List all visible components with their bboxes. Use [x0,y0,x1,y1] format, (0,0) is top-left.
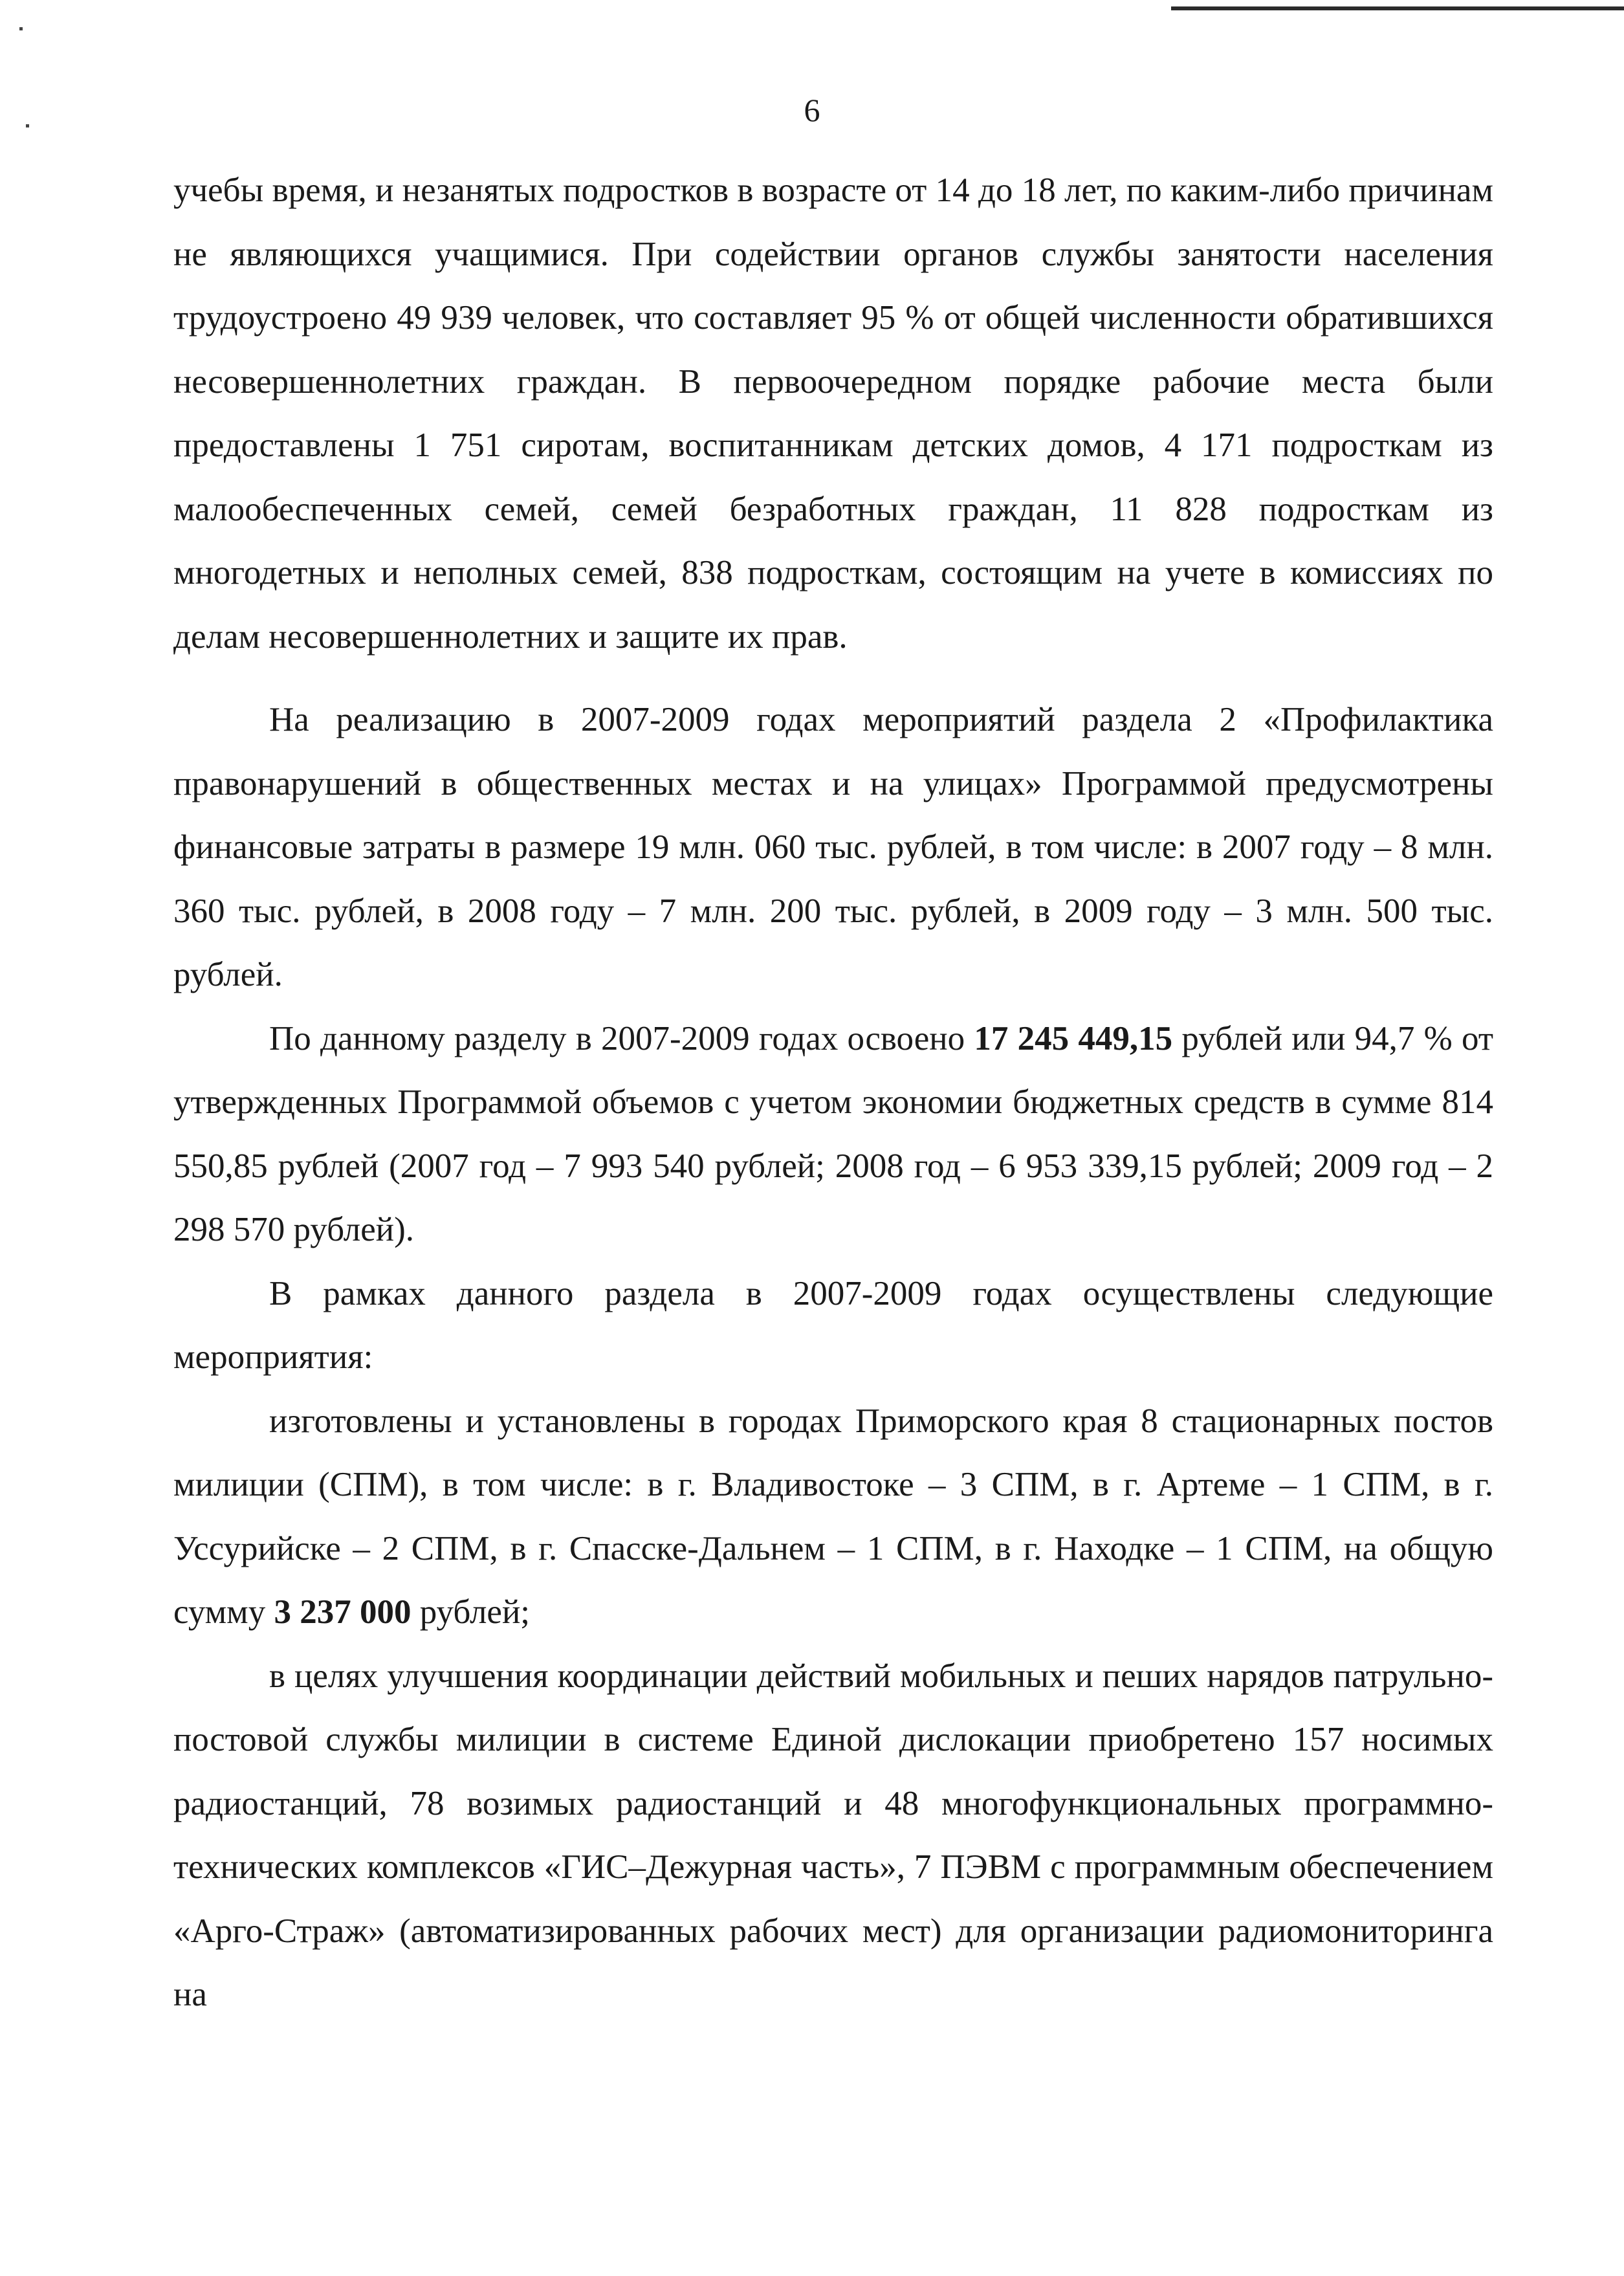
scan-mark [19,27,23,30]
paragraph-text: рублей; [411,1593,531,1631]
paragraph [173,1644,1493,2027]
paragraph [173,1007,1493,1262]
paragraph [173,1262,1493,1389]
scan-edge-line [1171,6,1624,10]
paragraph-text: По данному разделу в 2007-2009 годах освоено [269,1019,974,1057]
paragraph-text: в целях улучшения координации действий мобильных и пеших нарядов патрульно-постовой службы милиции в системе Единой дислокации приобретено 157 носимых радиостанций, 78 возимых радиостанций и 48 многофункциональных программно-технических комплексов «ГИС–Дежурная часть», 7 ПЭВМ с программным обеспечением «Арго-Страж» (автоматизированных рабочих мест) для организации радиомониторинга на [173,1657,1493,2013]
paragraph [173,688,1493,1007]
document-body [173,159,1493,2027]
paragraph-text: рублей или 94,7 % от утвержденных Программой объемов с учетом экономии бюджетных средств в сумме 814 550,85 рублей (2007 год – 7 993 540 рублей; 2008 год – 6 953 339,15 рублей; 2009 год – 2 298 570 рублей). [173,1019,1494,1248]
paragraph-text: учебы время, и незанятых подростков в возрасте от 14 до 18 лет, по каким-либо причинам не являющихся учащимися. При содействии органов службы занятости населения трудоустроено 49 939 человек, что составляет 95 % от общей численности обратившихся несовершеннолетних граждан. В первоочередном порядке рабочие места были предоставлены 1 751 сиротам, воспитанникам детских домов, 4 171 подросткам из малообеспеченных семей, семей безработных граждан, 11 828 подросткам из многодетных и неполных семей, 838 подросткам, состоящим на учете в комиссиях по делам несовершеннолетних и защите их прав. [173,171,1493,656]
paragraph-gap [173,668,1493,688]
paragraph-text: На реализацию в 2007-2009 годах мероприятий раздела 2 «Профилактика правонарушений в общественных местах и на улицах» Программой предусмотрены финансовые затраты в размере 19 млн. 060 тыс. рублей, в том числе: в 2007 году – 8 млн. 360 тыс. рублей, в 2008 году – 7 млн. 200 тыс. рублей, в 2009 году – 3 млн. 500 тыс. рублей. [173,701,1493,993]
paragraph-text: изготовлены и установлены в городах Приморского края 8 стационарных постов милиции (СПМ), в том числе: в г. Владивостоке – 3 СПМ, в г. Артеме – 1 СПМ, в г. Уссурийске – 2 СПМ, в г. Спасске-Дальнем – 1 СПМ, в г. Находке – 1 СПМ, на общую сумму [173,1402,1493,1631]
paragraph [173,159,1493,668]
page-number: 6 [804,92,820,128]
paragraph [173,1389,1493,1644]
bold-amount: 3 237 000 [274,1593,411,1631]
paragraph-text: В рамках данного раздела в 2007-2009 годах осуществлены следующие мероприятия: [173,1274,1493,1376]
bold-amount: 17 245 449,15 [974,1019,1173,1057]
